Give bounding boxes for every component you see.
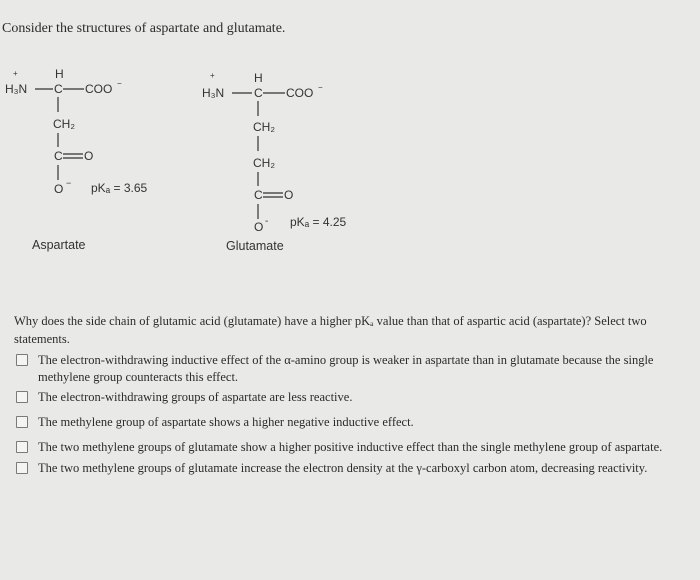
- aspartate-coo-charge: −: [117, 79, 122, 88]
- option-4-label: The two methylene groups of glutamate increase the electron density at the γ-carboxyl carbon atom, decreasing reactivity.: [38, 461, 648, 475]
- structures-svg: [0, 60, 380, 270]
- glutamate-carbonyl-o: O: [284, 188, 294, 202]
- option-3-label: The two methylene groups of glutamate show a higher positive inductive effect than the single methylene group of aspartate.: [38, 440, 663, 454]
- option-0[interactable]: [14, 352, 694, 386]
- option-1-label: The electron-withdrawing groups of aspartate are less reactive.: [38, 390, 353, 404]
- aspartate-ch2: CH₂: [53, 117, 75, 131]
- option-3-checkbox[interactable]: [16, 441, 28, 453]
- question-block: [14, 312, 694, 477]
- option-0-checkbox[interactable]: [16, 354, 28, 366]
- glutamate-name: Glutamate: [226, 239, 284, 253]
- aspartate-minus: −: [66, 178, 72, 188]
- glutamate-minus: -: [265, 216, 269, 227]
- glutamate-carbonyl-c: C: [254, 188, 263, 202]
- aspartate-coo: COO: [85, 82, 113, 96]
- glutamate-o-minus: O: [254, 220, 264, 234]
- option-2-label: The methylene group of aspartate shows a higher negative inductive effect.: [38, 415, 414, 429]
- aspartate-pka: pKₐ = 3.65: [91, 181, 148, 195]
- glutamate-structure: [202, 71, 347, 253]
- aspartate-alpha-h: H: [55, 67, 64, 81]
- option-4-checkbox[interactable]: [16, 462, 28, 474]
- glutamate-amine: H₃N: [202, 86, 225, 100]
- glutamate-alpha-c: C: [254, 86, 263, 100]
- option-2[interactable]: [14, 414, 694, 431]
- option-2-checkbox[interactable]: [16, 416, 28, 428]
- option-3[interactable]: [14, 439, 694, 456]
- aspartate-structure: [5, 67, 148, 252]
- glutamate-coo-charge: −: [318, 83, 323, 92]
- option-0-label: The electron-withdrawing inductive effect of the α-amino group is weaker in aspartate than in glutamate because the single methylene group counteracts this effect.: [38, 353, 654, 384]
- glutamate-coo: COO: [286, 86, 314, 100]
- intro-text: Consider the structures of aspartate and glutamate.: [2, 21, 286, 36]
- aspartate-plus: +: [13, 69, 18, 78]
- option-1-checkbox[interactable]: [16, 391, 28, 403]
- structures-figure: [0, 60, 380, 270]
- question-text: Why does the side chain of glutamic acid (glutamate) have a higher pKₐ value than that of aspartic acid (aspartate)? Select two statements.: [14, 314, 647, 346]
- aspartate-name: Aspartate: [32, 238, 86, 252]
- aspartate-o-minus: O: [54, 182, 64, 196]
- aspartate-alpha-c: C: [54, 82, 63, 96]
- glutamate-ch2-2: CH₂: [253, 156, 275, 170]
- option-1[interactable]: [14, 389, 694, 406]
- glutamate-ch2-1: CH₂: [253, 120, 275, 134]
- option-4[interactable]: [14, 460, 694, 477]
- glutamate-pka: pKₐ = 4.25: [290, 215, 347, 229]
- glutamate-plus: +: [210, 71, 215, 80]
- aspartate-carbonyl-c: C: [54, 149, 63, 163]
- glutamate-alpha-h: H: [254, 71, 263, 85]
- aspartate-amine: H₃N: [5, 82, 28, 96]
- aspartate-carbonyl-o: O: [84, 149, 94, 163]
